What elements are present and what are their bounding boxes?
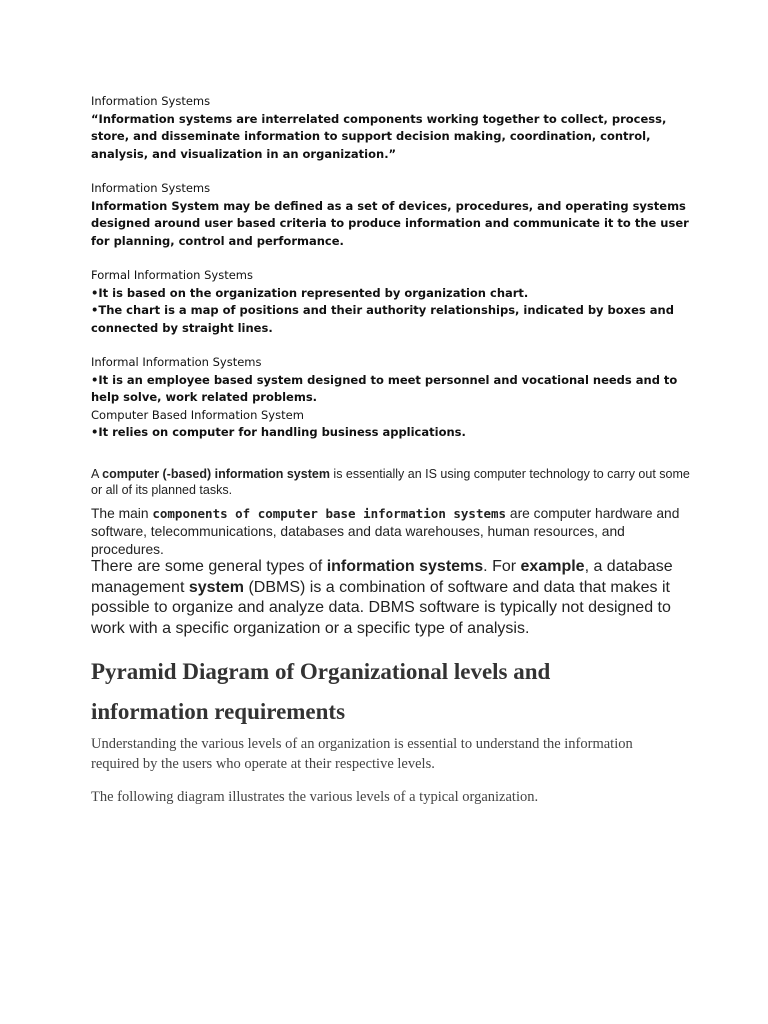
pyramid-paragraph-1: Understanding the various levels of an organization is essential to understand the information required by the users who operate at their respective levels. (91, 736, 633, 772)
bullet-item: •It is based on the organization represented by organization chart. (91, 285, 529, 300)
pyramid-heading: Pyramid Diagram of Organizational levels and information requirements (91, 659, 551, 724)
text-run: is essentially an IS using computer technology to carry out some or all of its planned tasks. (91, 467, 690, 497)
text-run: A (91, 467, 103, 481)
bold-term: components of computer base information systems (152, 506, 507, 521)
text-run: , a database management (91, 558, 673, 596)
text-run: are computer hardware and software, telecommunications, databases and data warehouses, human resources, and procedures. (91, 506, 680, 557)
section-heading: Information Systems (91, 94, 211, 108)
section-information-systems-1 (91, 93, 691, 163)
section-subheading: Computer Based Information System (91, 407, 304, 422)
cbis-paragraph (91, 466, 691, 498)
text-run: The main (91, 506, 153, 521)
text-run: There are some general types of (91, 558, 327, 575)
bullet-item: •It is an employee based system designed to meet personnel and vocational needs and to help solve, work related problems. (91, 372, 678, 404)
text-run: . For (483, 558, 521, 575)
section-formal-information-systems (91, 267, 691, 337)
pyramid-paragraph-2: The following diagram illustrates the various levels of a typical organization. (91, 789, 539, 805)
section-heading: Formal Information Systems (91, 268, 253, 282)
section-heading: Information Systems (91, 181, 211, 195)
bold-term: system (188, 578, 244, 596)
bullet-item: •It relies on computer for handling business applications. (91, 425, 466, 439)
section-body: Information System may be defined as a set of devices, procedures, and operating systems designed around user based criteria to produce information and communicate it to the user for planning, control and performance. (91, 198, 689, 248)
section-informal-information-systems (91, 354, 691, 442)
section-heading: Informal Information Systems (91, 355, 262, 369)
bullet-item: •The chart is a map of positions and their authority relationships, indicated by boxes and connected by straight lines. (91, 303, 674, 335)
bold-term: example (520, 558, 585, 575)
section-body: “Information systems are interrelated components working together to collect, process, store, and disseminate information to support decision making, coordination, control, analysis, and visualization in an organization.” (91, 111, 667, 161)
bold-term: computer (-based) information system (102, 467, 330, 481)
components-paragraph (91, 505, 691, 559)
section-information-systems-2 (91, 180, 691, 250)
text-run: (DBMS) is a combination of software and data that makes it possible to organize and analyze data. DBMS software is typically not designed to work with a specific organization or a specific type of analysis. (91, 578, 671, 637)
types-paragraph (91, 557, 691, 639)
bold-term: information systems (326, 558, 484, 575)
